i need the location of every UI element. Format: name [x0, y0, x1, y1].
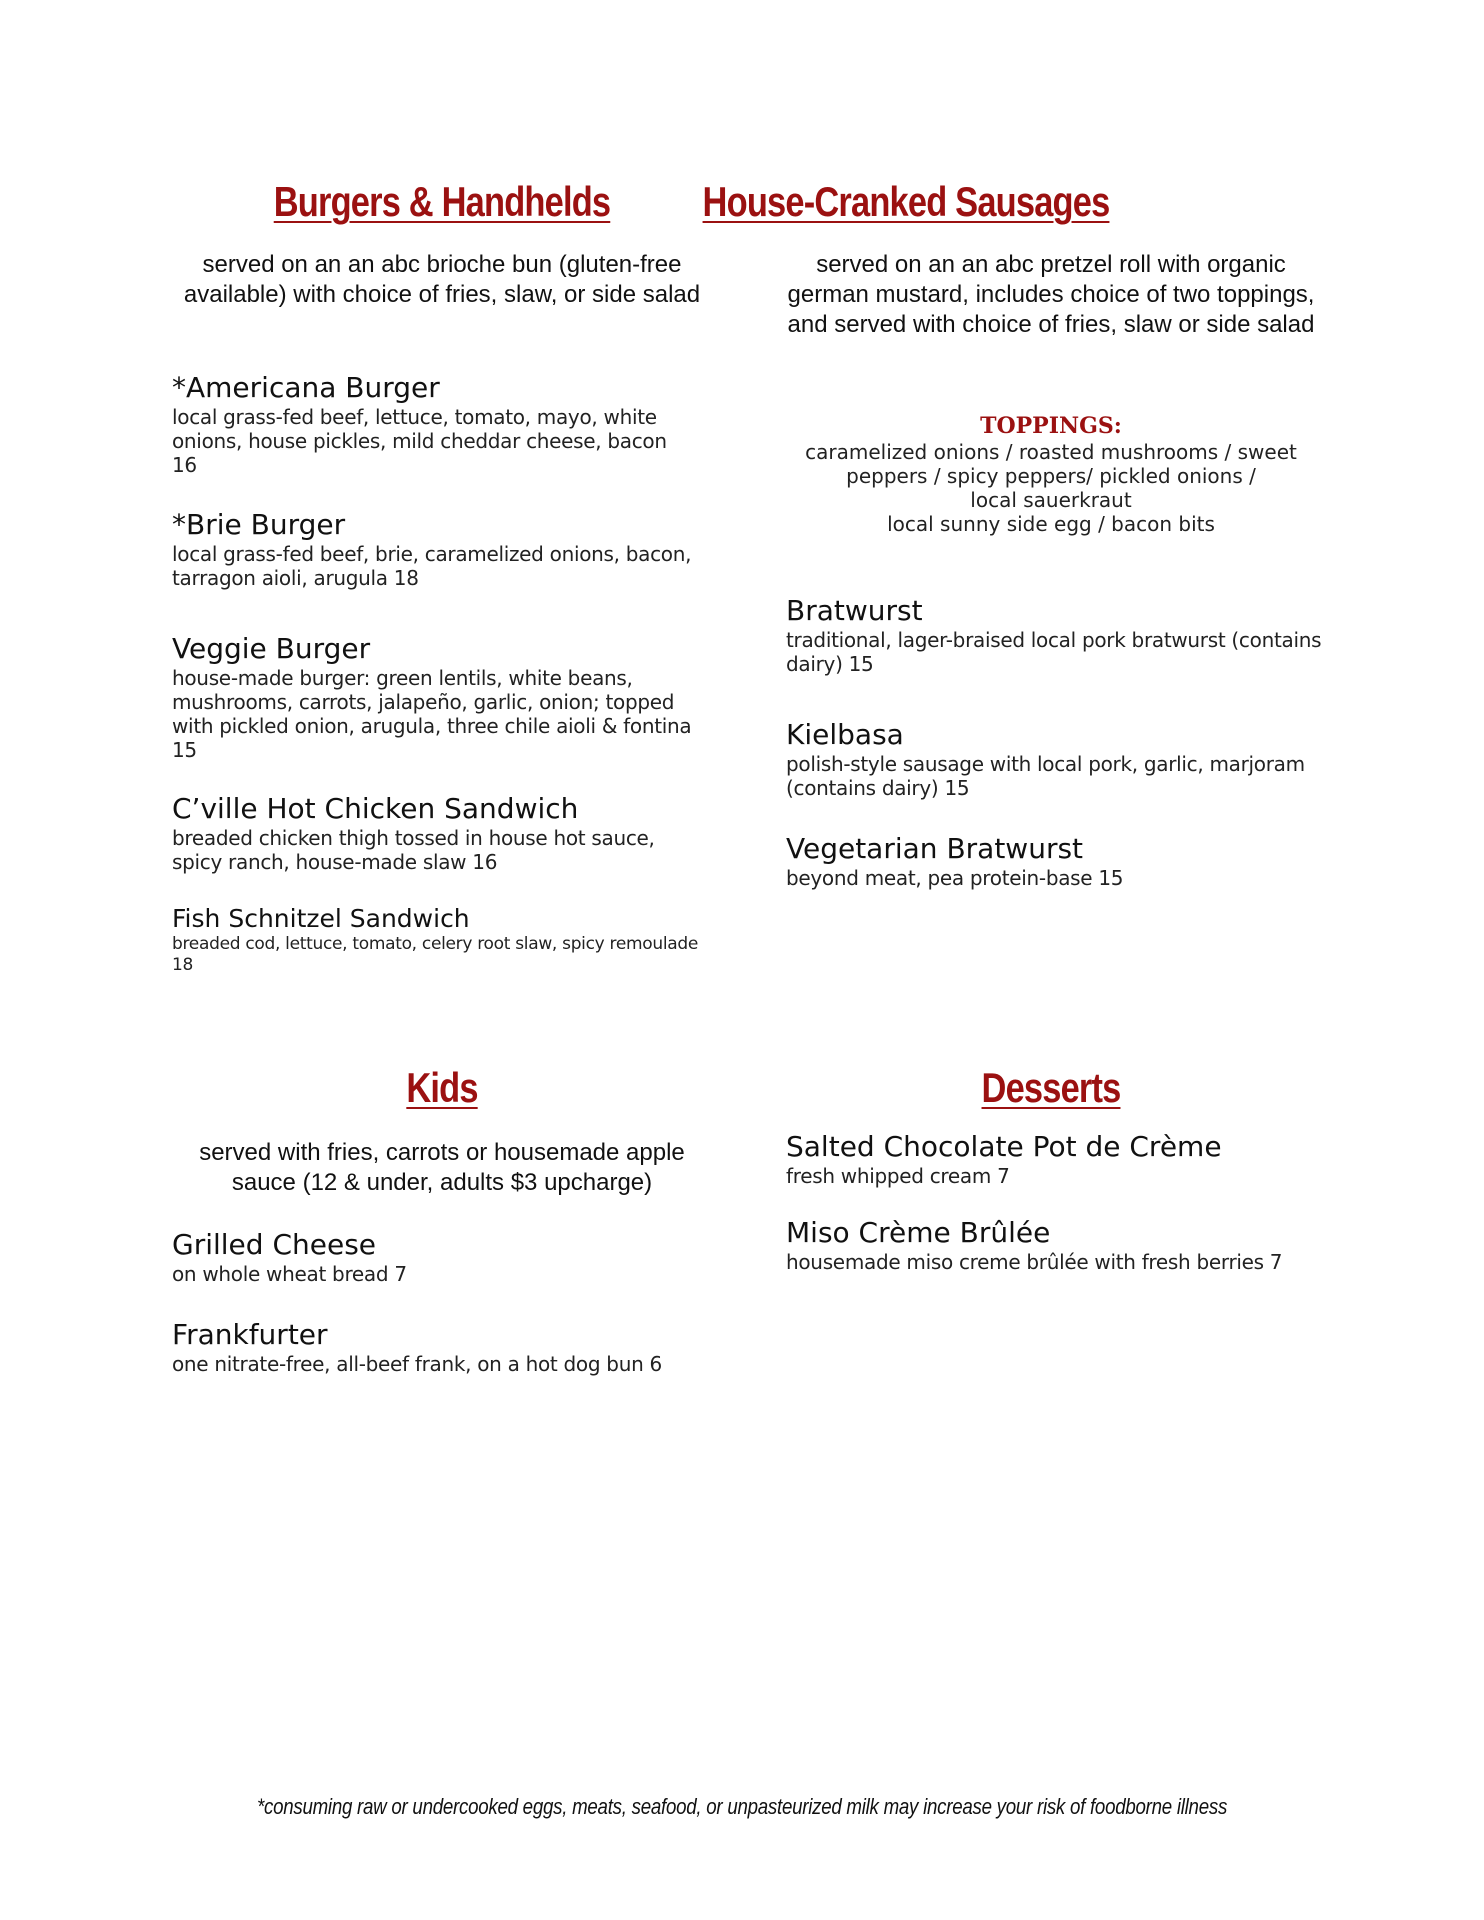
- menu-item: [172, 1318, 712, 1376]
- item-name: Veggie Burger: [172, 632, 371, 665]
- menu-item: [786, 832, 1326, 890]
- sausages-section: [702, 178, 1326, 938]
- menu-item: [172, 508, 712, 590]
- item-name: Bratwurst: [786, 594, 923, 627]
- item-name: Kielbasa: [786, 718, 904, 751]
- kids-title: Kids: [406, 1064, 478, 1111]
- item-description: breaded chicken thigh tossed in house hot sauce, spicy ranch, house-made slaw 16: [172, 826, 655, 874]
- desserts-section: [786, 1064, 1346, 1324]
- disclaimer: *consuming raw or undercooked eggs, meats, seafood, or unpasteurized milk may increase your risk of foodborne illness: [256, 1794, 1228, 1819]
- kids-description: served with fries, carrots or housemade apple sauce (12 & under, adults $3 upcharge): [199, 1139, 685, 1196]
- item-name: Salted Chocolate Pot de Crème: [786, 1130, 1222, 1163]
- item-name: C’ville Hot Chicken Sandwich: [172, 792, 579, 825]
- menu-item: [172, 792, 712, 874]
- item-description: local grass-fed beef, lettuce, tomato, mayo, white onions, house pickles, mild cheddar cheese, bacon 16: [172, 405, 667, 477]
- item-name: *Brie Burger: [172, 508, 346, 541]
- burgers-title: Burgers & Handhelds: [273, 178, 611, 225]
- menu-item: [786, 718, 1326, 800]
- menu-item: [172, 371, 712, 477]
- desserts-title: Desserts: [981, 1064, 1121, 1111]
- item-description: breaded cod, lettuce, tomato, celery root slaw, spicy remoulade 18: [172, 934, 699, 975]
- item-description: on whole wheat bread 7: [172, 1262, 407, 1286]
- menu-item: [172, 1228, 712, 1286]
- sausages-description: served on an an abc pretzel roll with organic german mustard, includes choice of two toppings, and served with choice of fries, slaw or side salad: [787, 251, 1315, 338]
- kids-section: [172, 1064, 712, 1424]
- menu-item: [172, 632, 712, 762]
- toppings-title: TOPPINGS:: [980, 413, 1122, 439]
- item-description: one nitrate-free, all-beef frank, on a hot dog bun 6: [172, 1352, 662, 1376]
- item-description: housemade miso creme brûlée with fresh berries 7: [786, 1250, 1283, 1274]
- item-name: Vegetarian Bratwurst: [786, 832, 1084, 865]
- burgers-section: [172, 178, 712, 978]
- item-name: Miso Crème Brûlée: [786, 1216, 1051, 1249]
- item-description: house-made burger: green lentils, white beans, mushrooms, carrots, jalapeño, garlic, onion; topped with pickled onion, arugula, three chile aioli & fontina 15: [172, 666, 692, 762]
- menu-item: [786, 1130, 1346, 1188]
- item-name: Grilled Cheese: [172, 1228, 377, 1261]
- item-description: polish-style sausage with local pork, garlic, marjoram (contains dairy) 15: [786, 752, 1305, 800]
- item-description: beyond meat, pea protein-base 15: [786, 866, 1124, 890]
- menu-item: [786, 594, 1326, 676]
- item-name: *Americana Burger: [172, 371, 440, 404]
- burgers-description: served on an an abc brioche bun (gluten-free available) with choice of fries, slaw, or side salad: [183, 251, 701, 308]
- menu-item: [172, 904, 712, 976]
- item-description: local grass-fed beef, brie, caramelized onions, bacon, tarragon aioli, arugula 18: [172, 542, 692, 590]
- item-name: Fish Schnitzel Sandwich: [172, 904, 470, 933]
- item-description: traditional, lager-braised local pork bratwurst (contains dairy) 15: [786, 628, 1322, 676]
- toppings-list: caramelized onions / roasted mushrooms / sweet peppers / spicy peppers/ pickled onions / local sauerkraut local sunny side egg / bacon bits: [805, 440, 1297, 536]
- menu-item: [786, 1216, 1346, 1274]
- item-name: Frankfurter: [172, 1318, 328, 1351]
- item-description: fresh whipped cream 7: [786, 1164, 1010, 1188]
- sausages-title: House-Cranked Sausages: [702, 178, 1110, 225]
